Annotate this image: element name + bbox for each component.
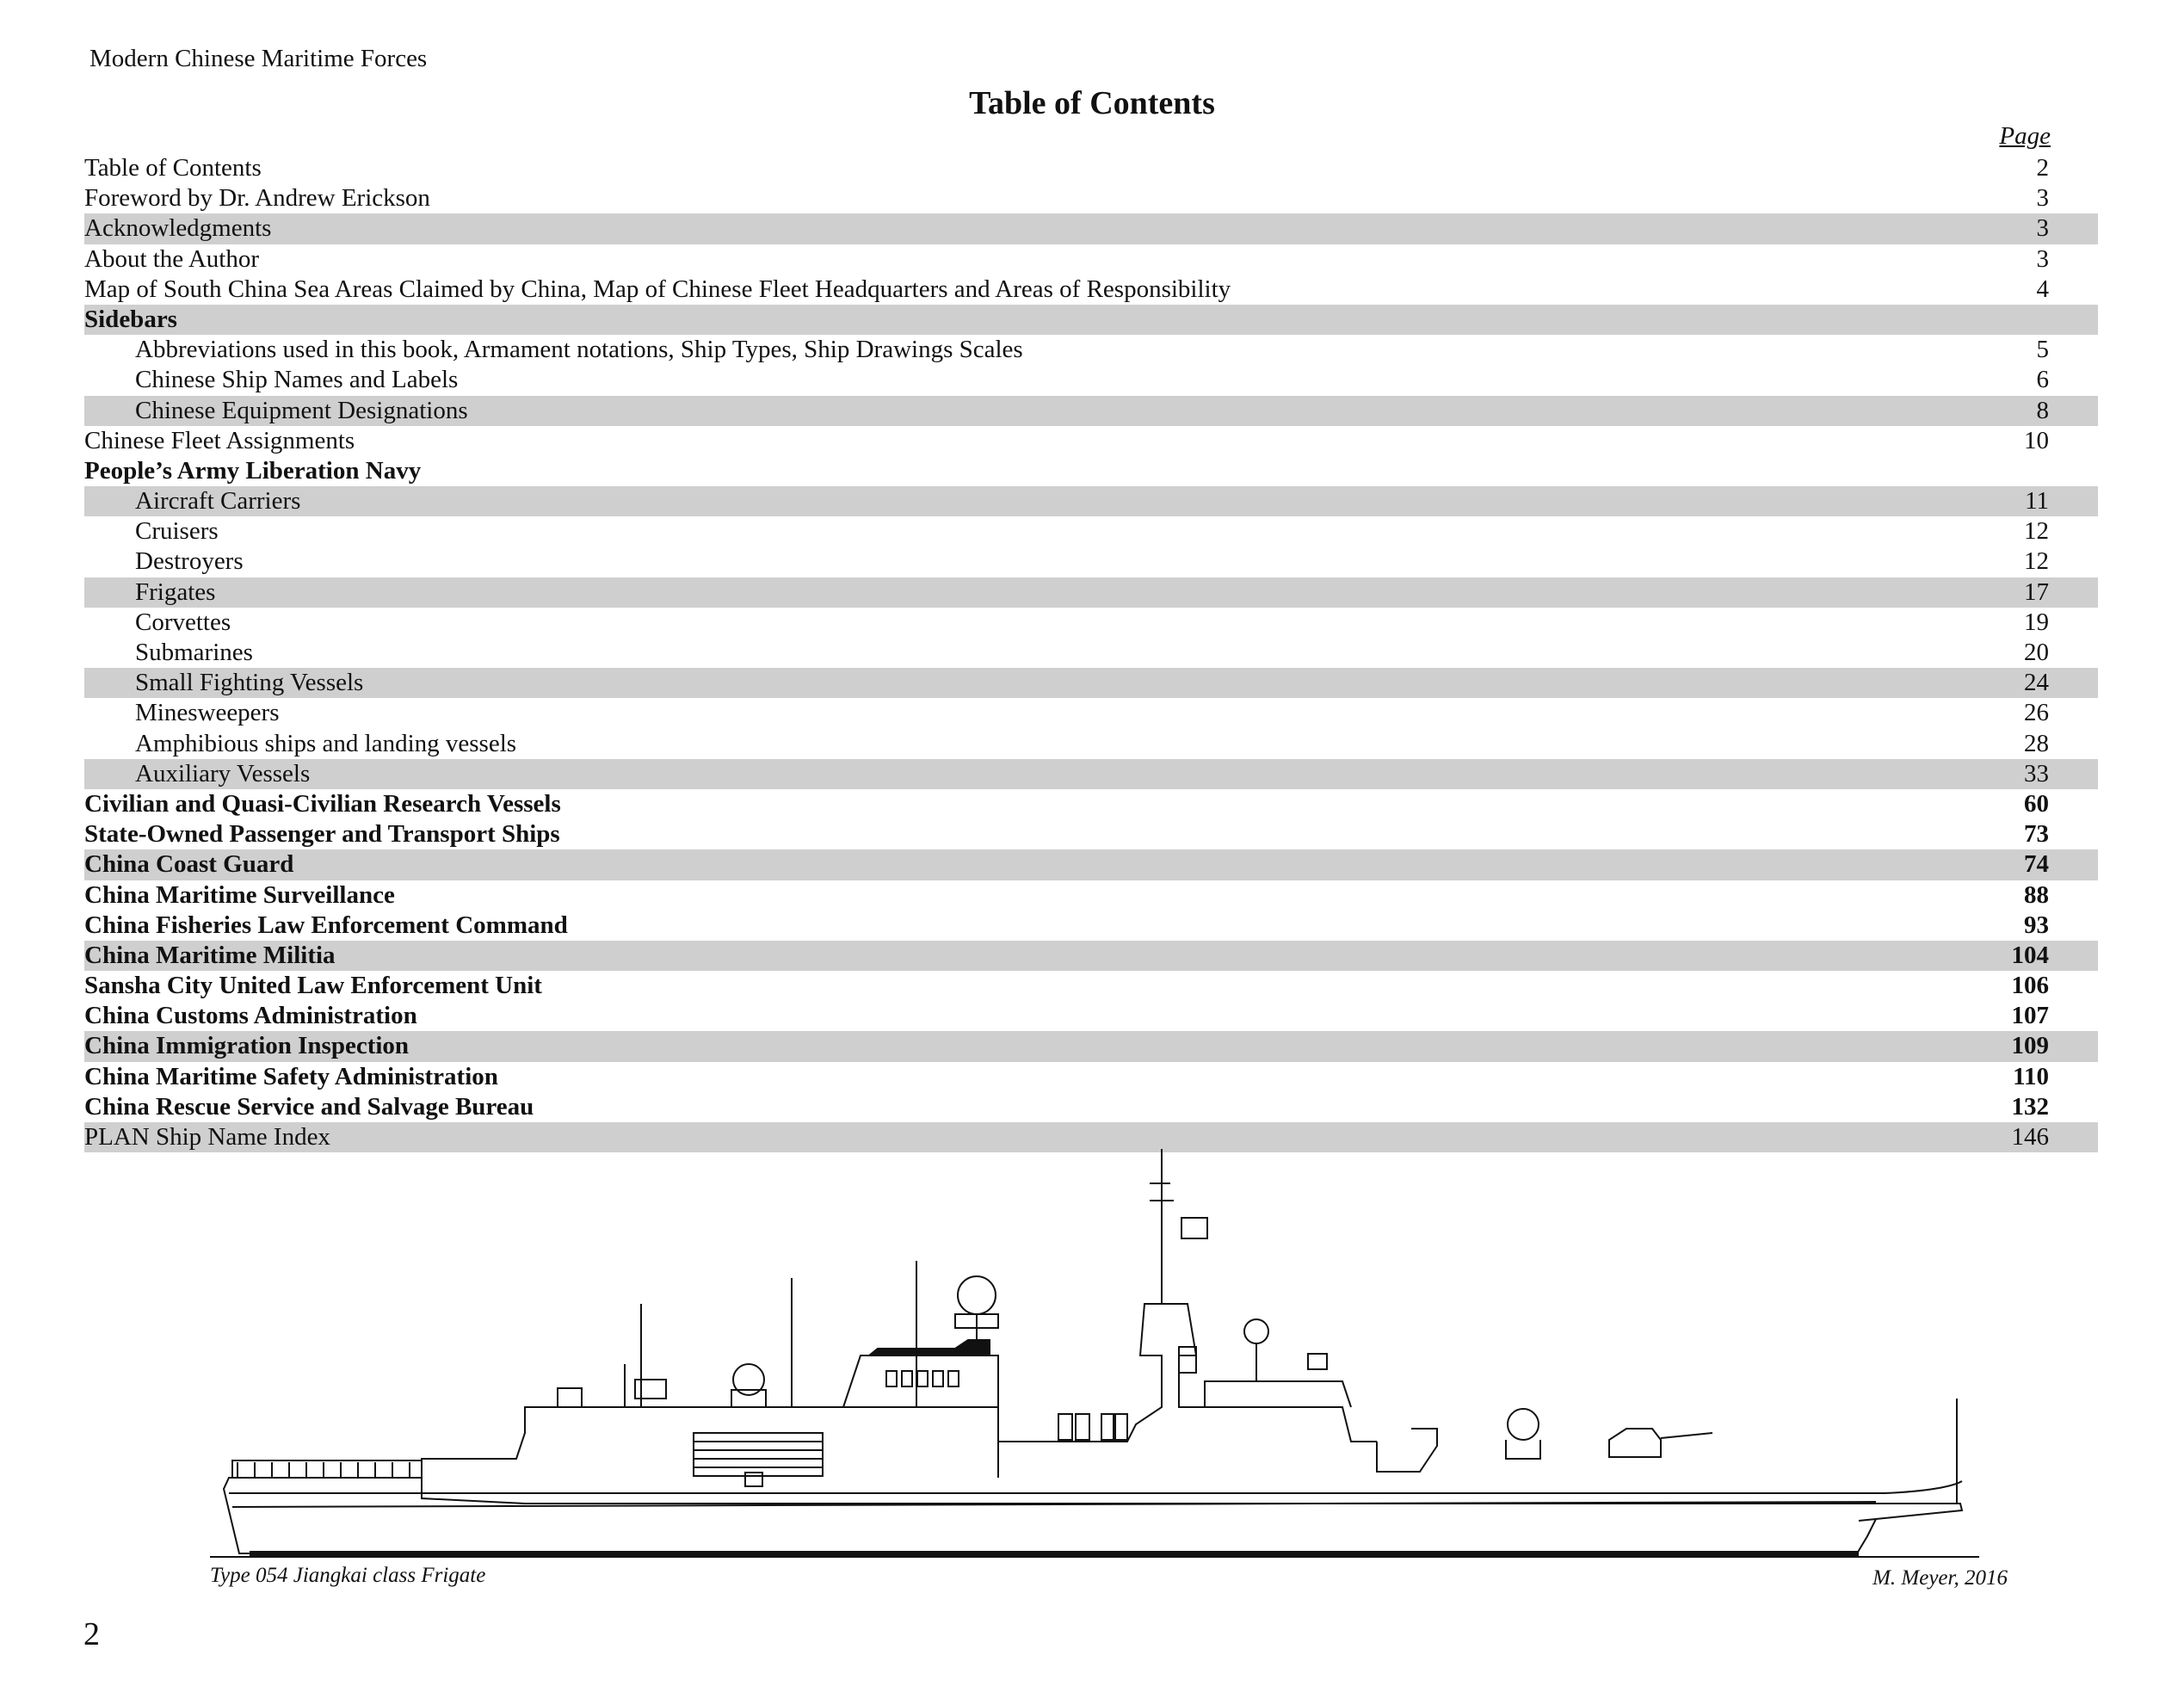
toc-entry-page: 146 <box>2011 1123 2049 1151</box>
toc-entry-label: China Maritime Safety Administration <box>84 1062 498 1090</box>
toc-entry <box>84 426 2098 456</box>
toc-entry <box>84 547 2098 577</box>
toc-entry-label: China Immigration Inspection <box>84 1032 410 1060</box>
toc-entry <box>84 638 2098 668</box>
toc-entry-label: State-Owned Passenger and Transport Ships <box>84 820 560 849</box>
toc-entry-page: 88 <box>2024 880 2049 909</box>
toc-entry <box>84 577 2098 608</box>
toc-entry-label: Amphibious ships and landing vessels <box>135 729 517 757</box>
toc-entry-page: 4 <box>2036 275 2049 303</box>
toc-entry <box>84 244 2098 275</box>
toc-entry-page: 20 <box>2024 639 2049 666</box>
toc-entry-label: Civilian and Quasi-Civilian Research Vessels <box>84 789 561 818</box>
toc-entry-page: 12 <box>2024 517 2049 546</box>
toc-entry-page: 12 <box>2024 547 2049 576</box>
toc-entry-label: China Maritime Militia <box>84 941 336 969</box>
toc-entry-label: Sansha City United Law Enforcement Unit <box>84 972 542 1000</box>
toc-entry <box>84 213 2098 244</box>
toc-entry <box>84 335 2098 365</box>
toc-entry-label: Map of South China Sea Areas Claimed by China, Map of Chinese Fleet Headquarters and Areas of Responsibility <box>84 275 1231 303</box>
toc-list <box>84 153 2098 1152</box>
toc-entry-label: China Fisheries Law Enforcement Command <box>84 911 568 939</box>
toc-entry-page: 107 <box>2011 1002 2049 1030</box>
toc-entry <box>84 1001 2098 1031</box>
toc-entry-label: Small Fighting Vessels <box>135 669 364 697</box>
toc-entry <box>84 759 2098 789</box>
toc-entry-label: Chinese Ship Names and Labels <box>135 366 459 394</box>
toc-entry-page: 73 <box>2024 820 2049 849</box>
toc-entry <box>84 819 2098 849</box>
toc-entry-page: 3 <box>2036 184 2049 213</box>
toc-entry <box>84 305 2098 335</box>
toc-entry <box>84 1031 2098 1061</box>
toc-entry <box>84 668 2098 698</box>
toc-entry-page: 6 <box>2036 366 2049 394</box>
toc-entry <box>84 911 2098 941</box>
toc-entry-page: 5 <box>2036 336 2049 364</box>
toc-entry <box>84 729 2098 759</box>
toc-entry <box>84 153 2098 183</box>
toc-entry-label: Aircraft Carriers <box>135 487 301 516</box>
toc-entry-page: 28 <box>2024 729 2049 757</box>
toc-entry <box>84 971 2098 1001</box>
toc-entry-label: Frigates <box>135 577 216 606</box>
toc-entry-page: 109 <box>2011 1032 2049 1060</box>
toc-entry-label: Destroyers <box>135 547 244 576</box>
toc-entry-label: Sidebars <box>84 305 177 333</box>
toc-entry-label: Chinese Equipment Designations <box>135 396 468 424</box>
toc-entry-page: 17 <box>2024 577 2049 606</box>
toc-entry-page: 11 <box>2025 487 2049 516</box>
toc-entry-page: 60 <box>2024 789 2049 818</box>
toc-entry <box>84 456 2098 486</box>
page-number: 2 <box>83 1616 100 1652</box>
toc-entry-label: Minesweepers <box>135 699 280 727</box>
frigate-line-drawing <box>198 1149 1988 1562</box>
toc-entry-label: Abbreviations used in this book, Armament notations, Ship Types, Ship Drawings Scales <box>135 336 1023 364</box>
toc-entry-label: Cruisers <box>135 517 219 546</box>
toc-entry-page: 106 <box>2011 972 2049 1000</box>
toc-entry-page: 110 <box>2013 1062 2049 1090</box>
toc-entry <box>84 396 2098 426</box>
toc-entry <box>84 1122 2098 1152</box>
toc-entry-label: China Rescue Service and Salvage Bureau <box>84 1092 534 1121</box>
toc-entry <box>84 275 2098 305</box>
toc-entry-label: Acknowledgments <box>84 214 272 243</box>
toc-entry-label: People’s Army Liberation Navy <box>84 456 422 485</box>
figure-caption: Type 054 Jiangkai class Frigate <box>210 1564 486 1587</box>
toc-entry <box>84 698 2098 728</box>
toc-entry-label: Submarines <box>135 639 253 666</box>
toc-entry-page: 104 <box>2011 941 2049 969</box>
toc-entry-label: Table of Contents <box>84 154 262 182</box>
toc-entry <box>84 789 2098 819</box>
toc-entry-label: PLAN Ship Name Index <box>84 1123 330 1151</box>
toc-entry-page: 8 <box>2036 396 2049 424</box>
toc-entry-page: 3 <box>2036 244 2049 273</box>
toc-entry-label: China Coast Guard <box>84 850 294 879</box>
toc-entry-page: 2 <box>2036 154 2049 182</box>
toc-entry <box>84 849 2098 880</box>
toc-entry-label: China Customs Administration <box>84 1002 417 1030</box>
toc-entry-label: Auxiliary Vessels <box>135 759 311 787</box>
figure-credit: M. Meyer, 2016 <box>1872 1566 2008 1590</box>
toc-entry-page: 24 <box>2024 669 2049 697</box>
toc-entry <box>84 608 2098 638</box>
toc-entry-page: 10 <box>2024 426 2049 454</box>
toc-entry <box>84 516 2098 547</box>
toc-entry <box>84 1062 2098 1092</box>
toc-entry-page: 3 <box>2036 214 2049 243</box>
toc-entry-page: 132 <box>2011 1092 2049 1121</box>
toc-entry-page: 74 <box>2024 850 2049 879</box>
running-header: Modern Chinese Maritime Forces <box>89 45 428 72</box>
toc-entry-label: Foreword by Dr. Andrew Erickson <box>84 184 430 213</box>
toc-entry <box>84 880 2098 911</box>
toc-entry <box>84 365 2098 395</box>
page-column-header: Page <box>1999 122 2051 150</box>
toc-entry-page: 19 <box>2024 608 2049 636</box>
toc-entry <box>84 941 2098 971</box>
page-title: Table of Contents <box>969 85 1215 121</box>
toc-entry-label: Corvettes <box>135 608 231 636</box>
toc-entry-label: About the Author <box>84 244 259 273</box>
toc-entry-label: China Maritime Surveillance <box>84 880 395 909</box>
toc-entry-page: 26 <box>2024 699 2049 727</box>
toc-entry-label: Chinese Fleet Assignments <box>84 426 355 454</box>
toc-entry <box>84 486 2098 516</box>
toc-entry <box>84 1092 2098 1122</box>
toc-entry-page: 33 <box>2024 759 2049 787</box>
toc-entry-page: 93 <box>2024 911 2049 939</box>
toc-entry <box>84 183 2098 213</box>
